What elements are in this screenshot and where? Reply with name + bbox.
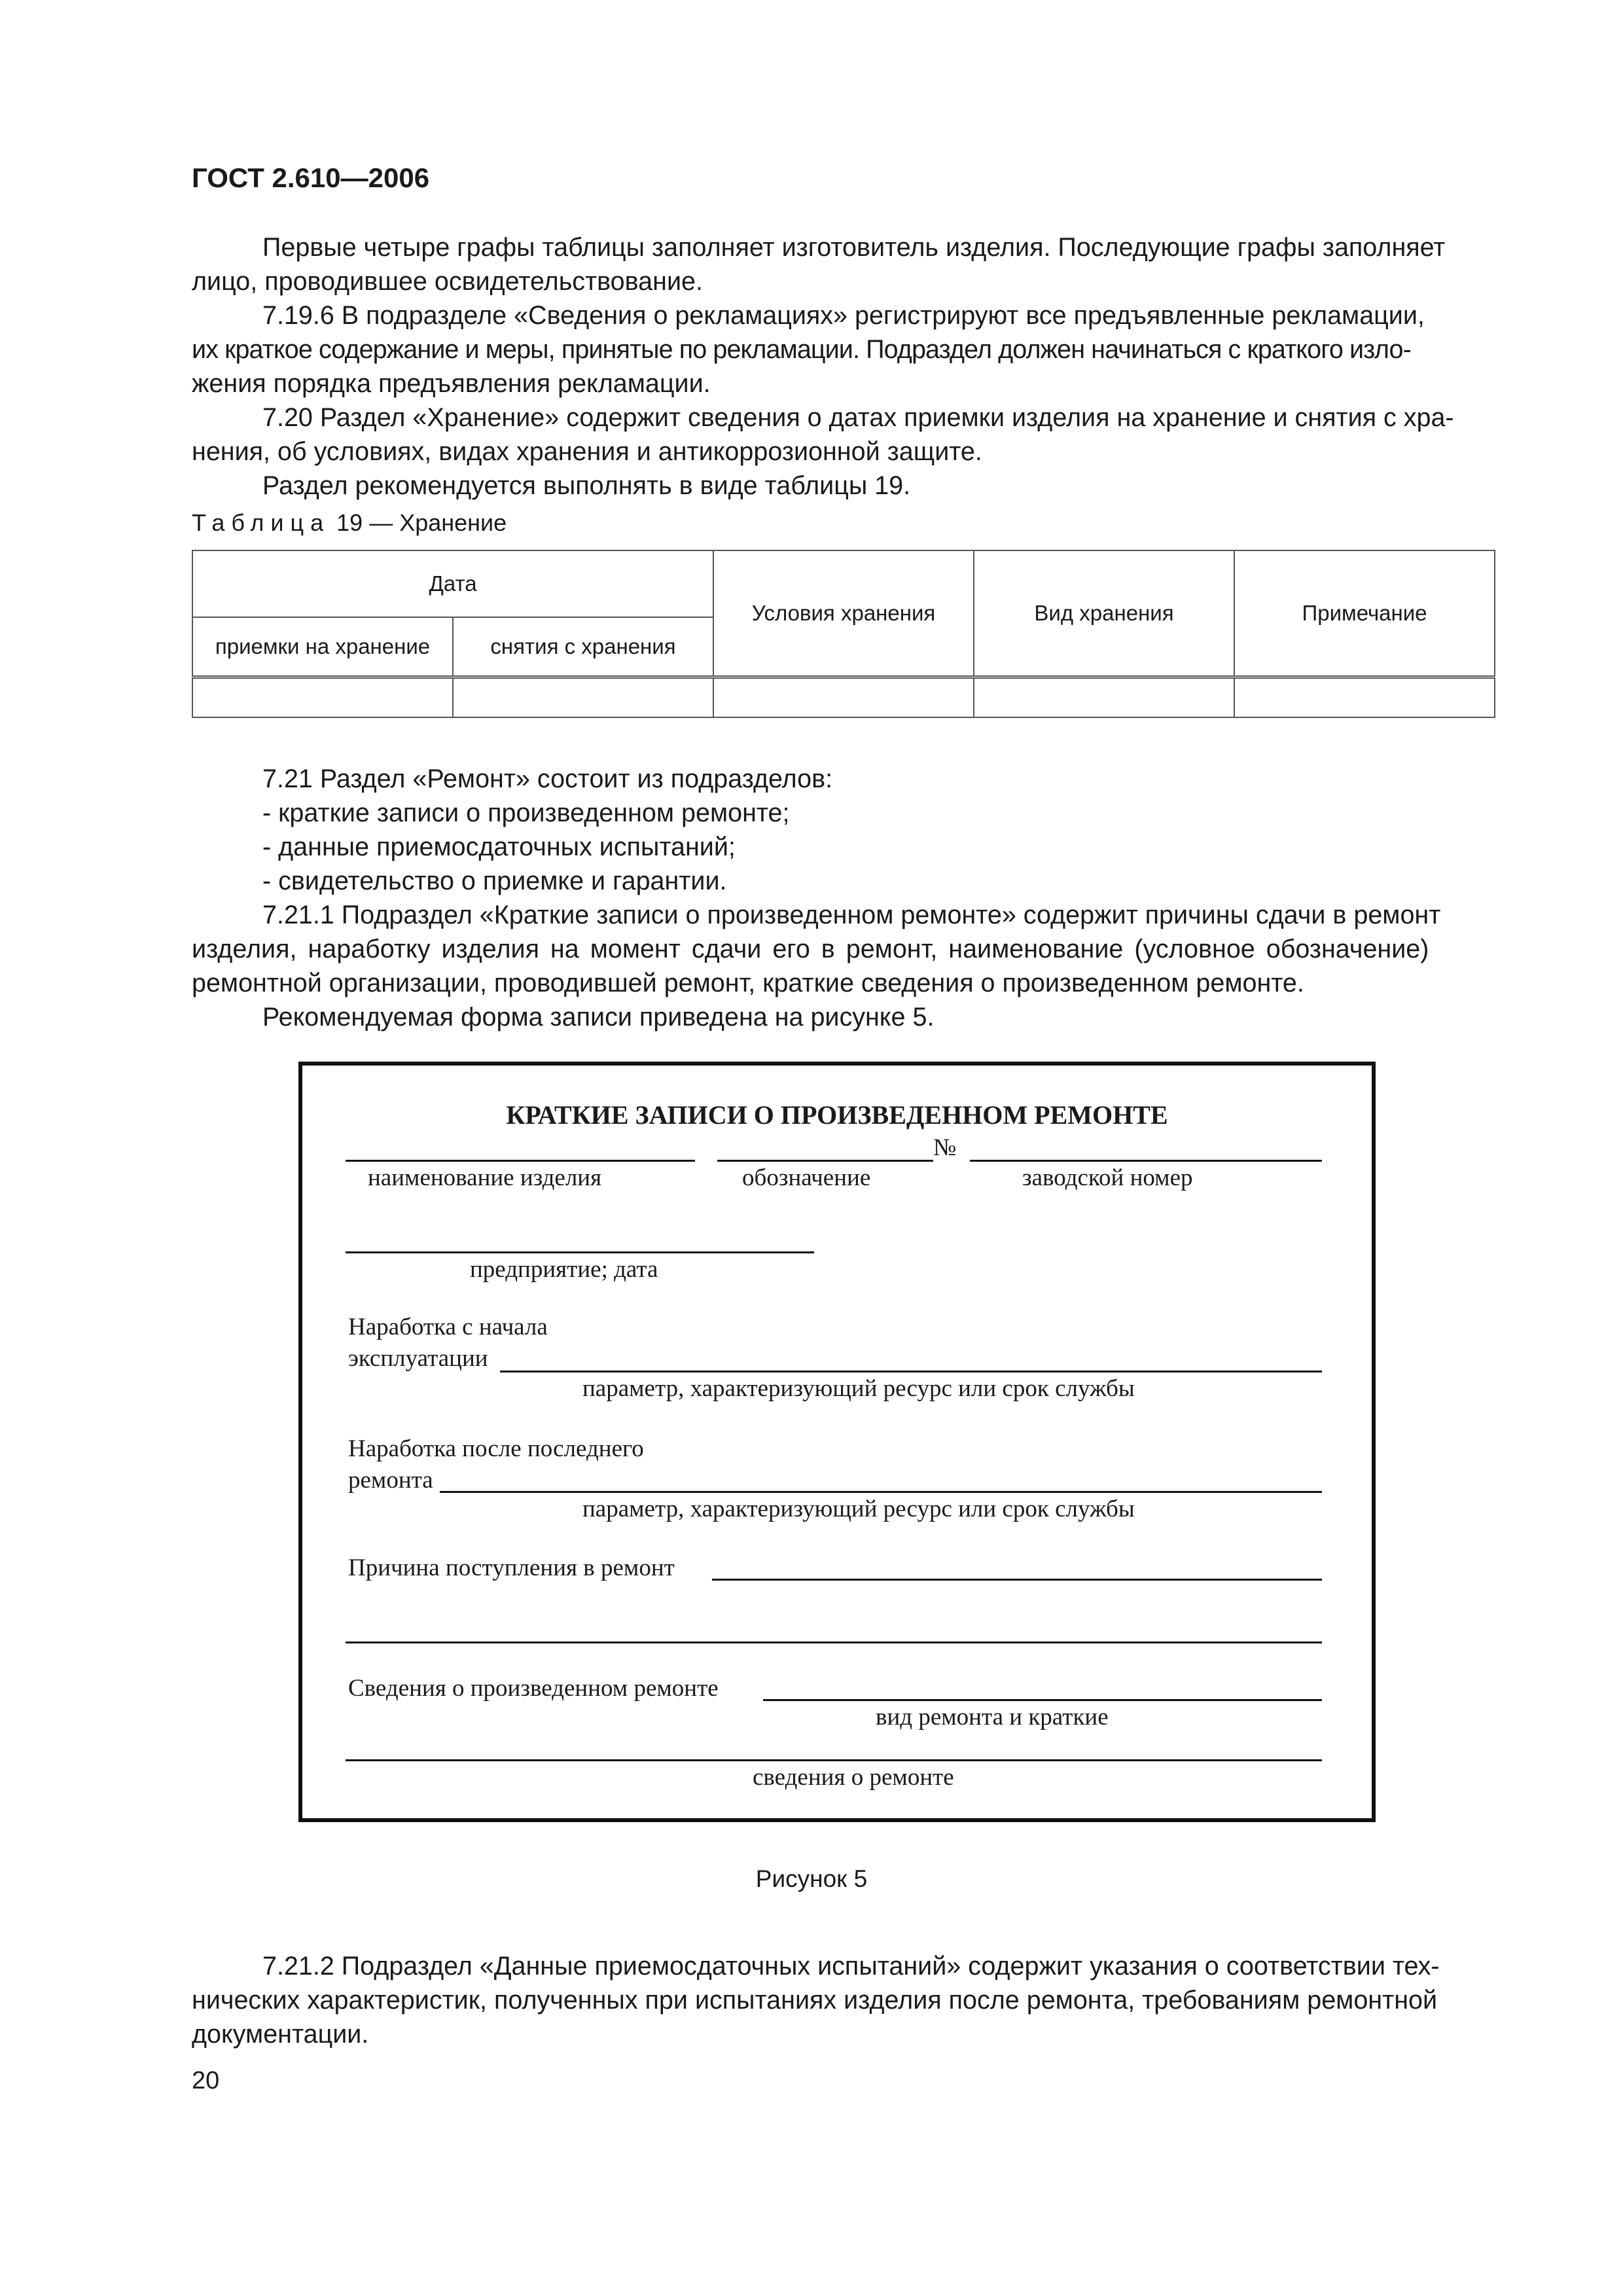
repair-reason-line-2 — [346, 1641, 1322, 1643]
operating-time-start-line — [500, 1371, 1322, 1372]
number-sign: № — [933, 1134, 957, 1161]
figure-caption: Рисунок 5 — [755, 1865, 868, 1892]
text-line: жения порядка предъявления рекламации. — [192, 369, 711, 398]
table-cell — [453, 677, 713, 718]
enterprise-date-line — [346, 1251, 814, 1253]
enterprise-date-label: предприятие; дата — [470, 1256, 658, 1283]
form-title: КРАТКИЕ ЗАПИСИ О ПРОИЗВЕДЕННОМ РЕМОНТЕ — [506, 1100, 1168, 1130]
operating-time-last-label-2: ремонта — [348, 1467, 433, 1494]
text-line: нических характеристик, полученных при испытаниях изделия после ремонта, требованиям ремонтной — [192, 1986, 1438, 2015]
item-name-label: наименование изделия — [368, 1164, 602, 1191]
header-date: Дата — [192, 550, 713, 617]
paragraph-7-21-1 — [192, 898, 1494, 1034]
text-line: Рекомендуемая форма записи приведена на рисунке 5. — [262, 1003, 935, 1031]
header-accept-date: приемки на хранение — [192, 617, 453, 677]
header-note: Примечание — [1234, 550, 1495, 677]
operating-time-start-label-1: Наработка с начала — [348, 1314, 548, 1340]
header-remove-date: снятия с хранения — [453, 617, 713, 677]
paragraph-7-20 — [192, 401, 1494, 503]
text-line: нения, об условиях, видах хранения и антикоррозионной защите. — [192, 437, 982, 466]
repair-info-hint-1: вид ремонта и краткие — [876, 1704, 1109, 1731]
serial-number-label: заводской номер — [1022, 1164, 1193, 1191]
storage-table — [192, 550, 1495, 718]
repair-record-form — [298, 1062, 1376, 1822]
table-row — [192, 677, 1495, 718]
param-hint-2: параметр, характеризующий ресурс или срок службы — [582, 1496, 1135, 1522]
serial-number-line — [970, 1160, 1322, 1162]
text-line: Первые четыре графы таблицы заполняет изготовитель изделия. Последующие графы заполняет — [262, 233, 1446, 262]
page-number: 20 — [192, 2067, 220, 2094]
repair-info-line-2 — [346, 1759, 1322, 1761]
operating-time-last-label-1: Наработка после последнего — [348, 1435, 644, 1462]
list-item: - свидетельство о приемке и гарантии. — [262, 867, 727, 895]
table-cell — [1234, 677, 1495, 718]
table-caption-prefix: Таблица — [192, 509, 330, 536]
list-item: - краткие записи о произведенном ремонте; — [262, 798, 790, 827]
repair-info-label: Сведения о произведенном ремонте — [348, 1675, 719, 1702]
text-line: изделия, наработку изделия на момент сдачи его в ремонт, наименование (условное обозначение) — [192, 935, 1429, 963]
repair-reason-line — [712, 1579, 1322, 1581]
designation-line — [717, 1160, 933, 1162]
operating-time-last-line — [440, 1491, 1322, 1493]
designation-label: обозначение — [742, 1164, 871, 1191]
header-conditions: Условия хранения — [713, 550, 974, 677]
text-line: их краткое содержание и меры, принятые по рекламации. Подраздел должен начинаться с краткого изло- — [192, 335, 1411, 364]
paragraph-7-21 — [192, 762, 1494, 898]
param-hint-1: параметр, характеризующий ресурс или срок службы — [582, 1375, 1135, 1402]
repair-info-line — [763, 1699, 1322, 1701]
text-line: документации. — [192, 2020, 369, 2049]
text-line: Раздел рекомендуется выполнять в виде таблицы 19. — [262, 471, 911, 500]
operating-time-start-label-2: эксплуатации — [348, 1345, 488, 1372]
paragraph-7-19-6 — [192, 298, 1494, 401]
text-line: лицо, проводившее освидетельствование. — [192, 267, 703, 296]
repair-reason-label: Причина поступления в ремонт — [348, 1554, 675, 1581]
text-line: 7.21.1 Подраздел «Краткие записи о произведенном ремонте» содержит причины сдачи в ремонт — [262, 901, 1441, 929]
text-line: 7.21 Раздел «Ремонт» состоит из подразделов: — [262, 764, 833, 793]
text-line: 7.19.6 В подразделе «Сведения о рекламациях» регистрируют все предъявленные рекламации, — [262, 301, 1425, 330]
document-header: ГОСТ 2.610—2006 — [192, 162, 430, 193]
table-cell — [713, 677, 974, 718]
repair-info-hint-2: сведения о ремонте — [753, 1764, 954, 1791]
table-caption-rest: 19 — Хранение — [330, 509, 507, 536]
text-line: ремонтной организации, проводившей ремонт, краткие сведения о произведенном ремонте. — [192, 969, 1304, 997]
table-caption — [192, 509, 507, 537]
text-line: 7.20 Раздел «Хранение» содержит сведения о датах приемки изделия на хранение и снятия с хра- — [262, 403, 1454, 432]
paragraph-7-21-2 — [192, 1949, 1494, 2051]
table-cell — [192, 677, 453, 718]
table-header-row — [192, 550, 1495, 617]
item-name-line — [346, 1160, 695, 1162]
paragraph-intro — [192, 230, 1494, 298]
table-cell — [974, 677, 1234, 718]
header-storage-type: Вид хранения — [974, 550, 1234, 677]
text-line: 7.21.2 Подраздел «Данные приемосдаточных испытаний» содержит указания о соответствии тех- — [262, 1952, 1440, 1981]
list-item: - данные приемосдаточных испытаний; — [262, 833, 736, 861]
